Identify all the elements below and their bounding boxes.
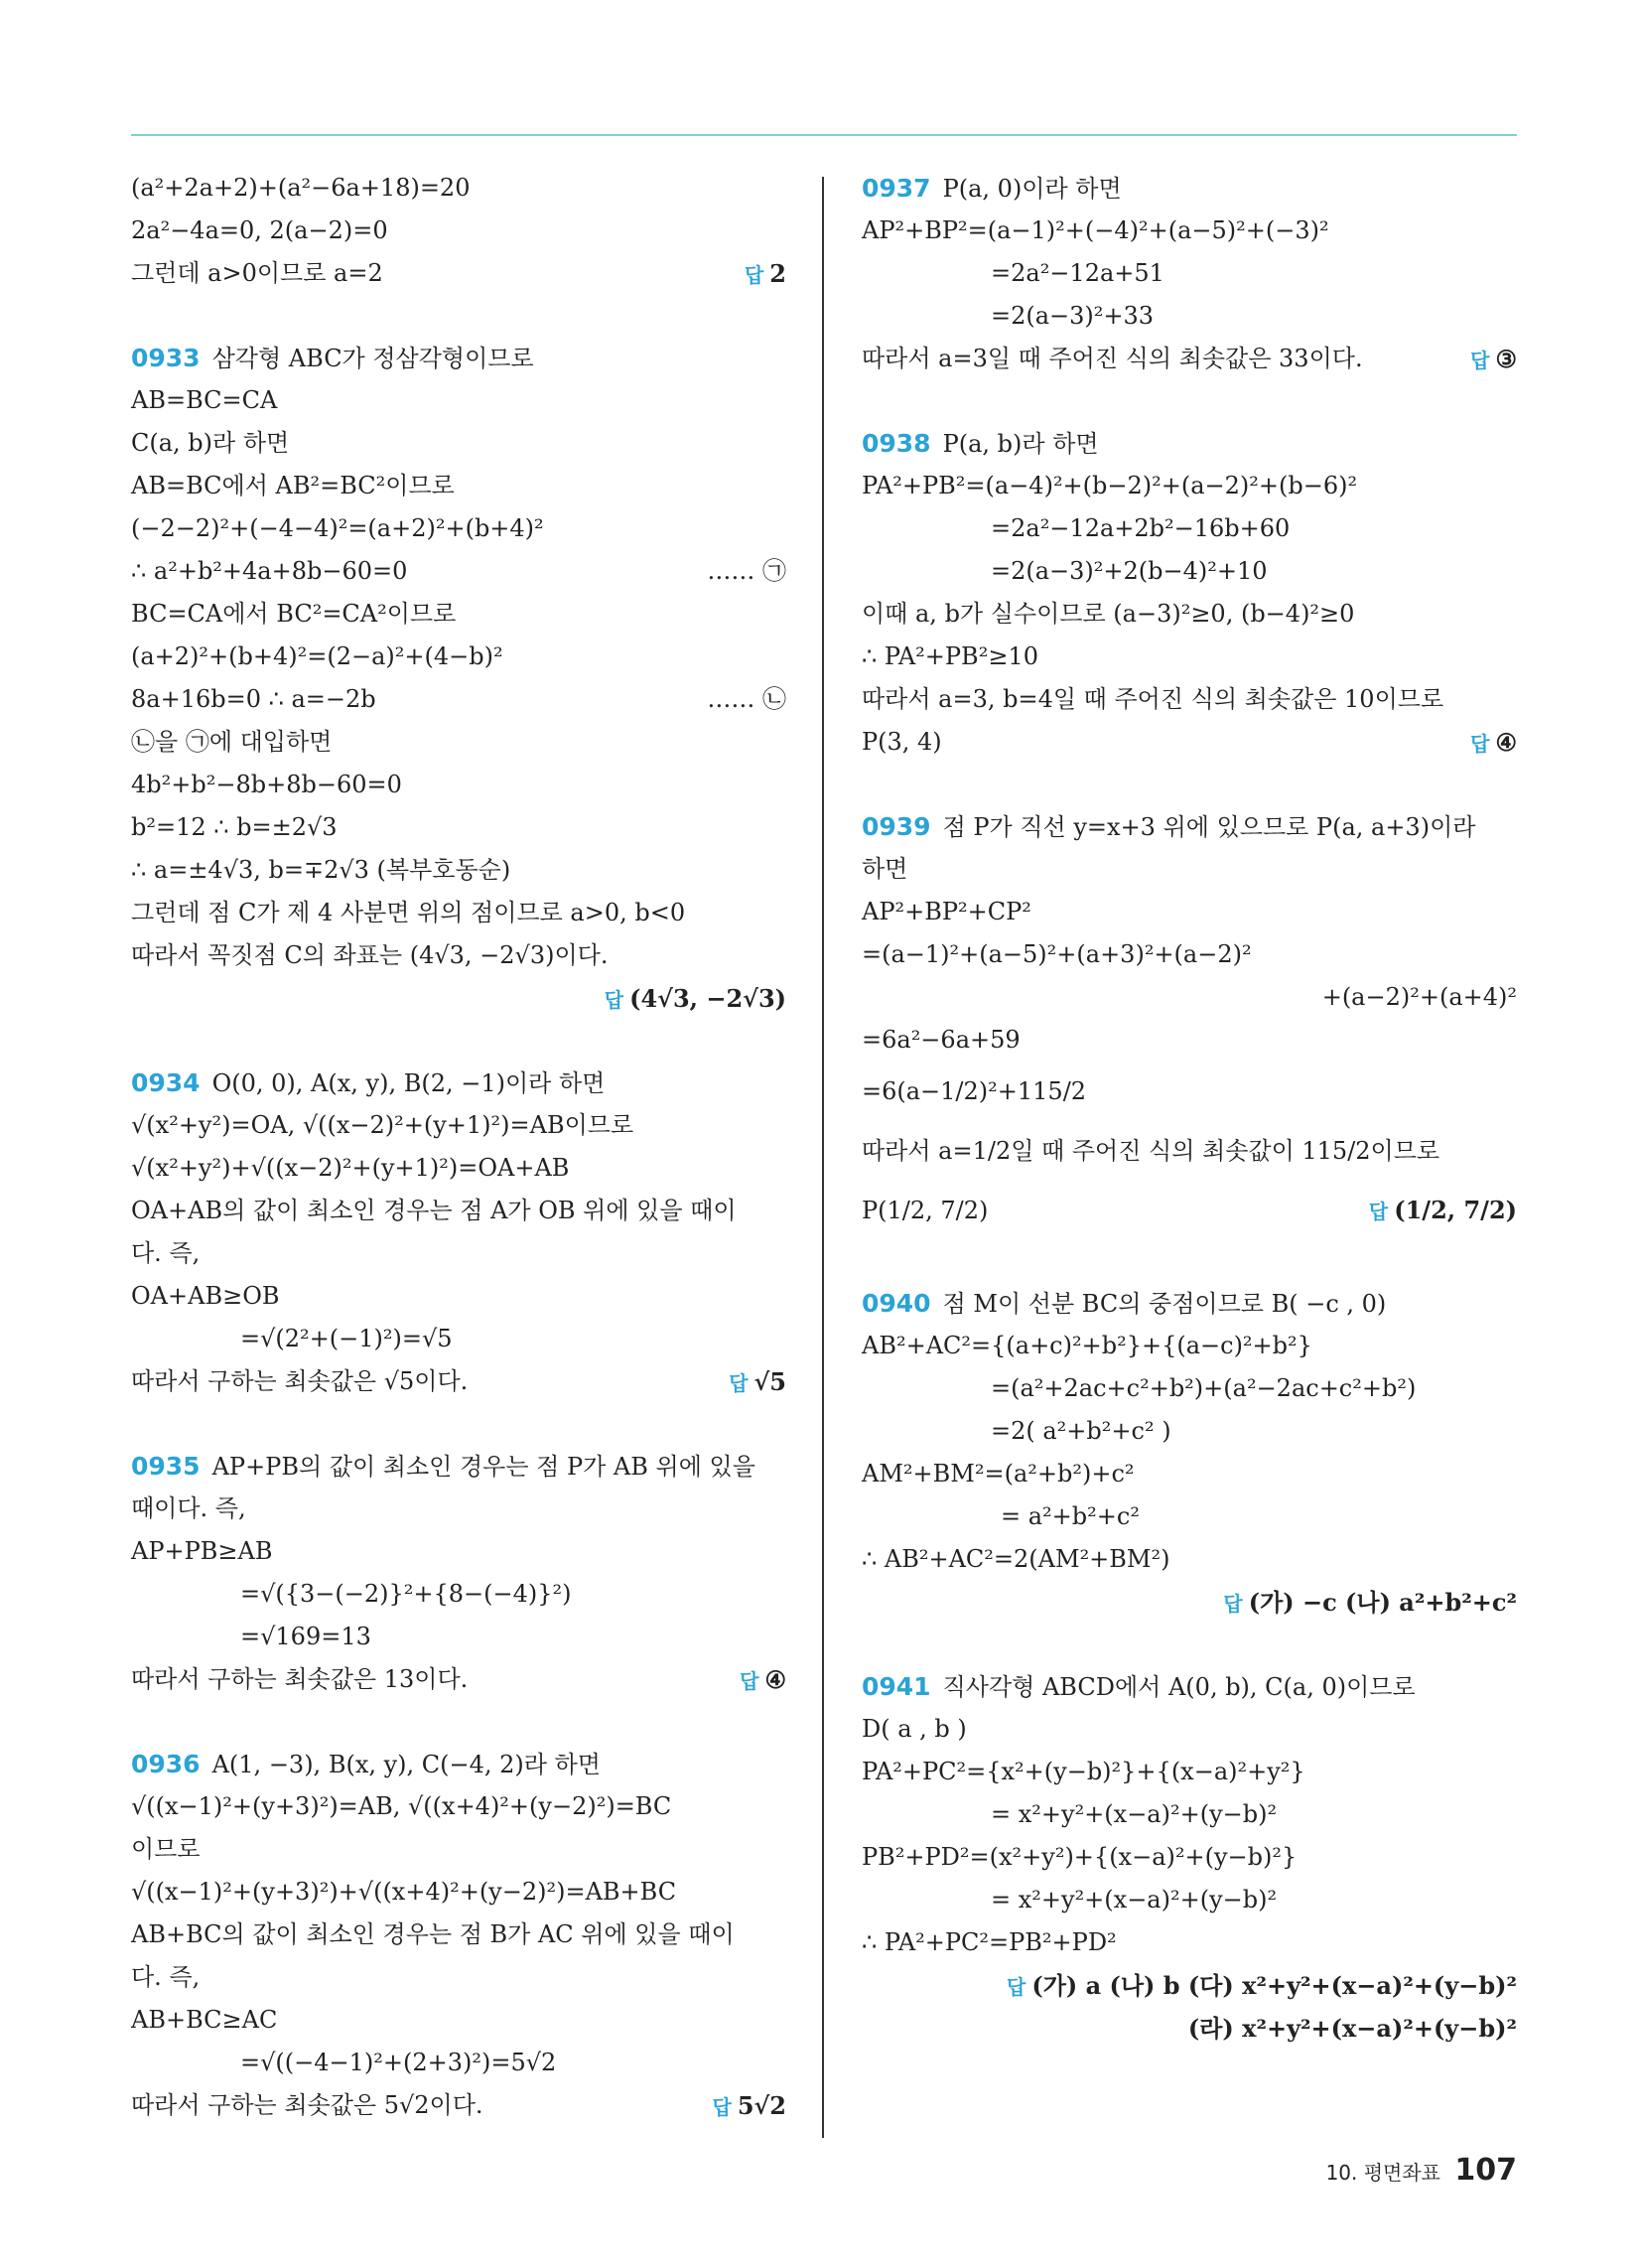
solution-text: OA+AB의 값이 최소인 경우는 점 A가 OB 위에 있을 때이 bbox=[131, 1197, 737, 1224]
solution-text: 그런데 점 C가 제 4 사분면 위의 점이므로 a>0, b<0 bbox=[131, 899, 686, 926]
solution-text: 4b²+b²−8b+8b−60=0 bbox=[131, 771, 402, 798]
solution-text: 따라서 구하는 최솟값은 13이다. bbox=[131, 1665, 469, 1693]
solution-text: AP+PB의 값이 최소인 경우는 점 P가 AB 위에 있을 bbox=[211, 1453, 755, 1481]
left-line bbox=[131, 721, 786, 764]
right-line bbox=[862, 593, 1517, 636]
solution-text: 하면 bbox=[862, 855, 908, 883]
page-footer bbox=[1326, 2153, 1517, 2188]
right-line bbox=[862, 1495, 1517, 1538]
right-line bbox=[862, 1325, 1517, 1367]
left-line bbox=[131, 1573, 786, 1616]
solution-text: =6a²−6a+59 bbox=[862, 1026, 1021, 1054]
right-line bbox=[862, 1181, 1517, 1240]
equation-marker: …… ㉡ bbox=[707, 685, 786, 713]
solution-text: (a²+2a+2)+(a²−6a+18)=20 bbox=[131, 174, 471, 202]
left-line bbox=[131, 1871, 786, 1914]
answer-value: ③ bbox=[1495, 345, 1517, 373]
right-line bbox=[862, 1879, 1517, 1921]
solution-text: =(a²+2ac+c²+b²)+(a²−2ac+c²+b²) bbox=[991, 1374, 1417, 1402]
solution-text: 따라서 a=3, b=4일 때 주어진 식의 최솟값은 10이므로 bbox=[862, 685, 1444, 713]
right-line bbox=[862, 678, 1517, 721]
solution-text: P(3, 4) bbox=[862, 728, 942, 756]
right-line bbox=[862, 1410, 1517, 1453]
solution-text: 따라서 a=3일 때 주어진 식의 최솟값은 33이다. bbox=[862, 345, 1363, 372]
right-line bbox=[862, 1665, 1517, 1708]
left-line bbox=[131, 678, 786, 721]
left-line bbox=[131, 1530, 786, 1573]
solution-text: 점 P가 직선 y=x+3 위에 있으므로 P(a, a+3)이라 bbox=[942, 813, 1476, 841]
solution-text: 따라서 a=1/2일 때 주어진 식의 최솟값이 115/2이므로 bbox=[862, 1137, 1440, 1165]
header-rule bbox=[131, 134, 1517, 136]
right-line bbox=[862, 1019, 1517, 1062]
left-line bbox=[131, 1488, 786, 1530]
solution-text: AM²+BM²=(a²+b²)+c² bbox=[862, 1460, 1135, 1488]
left-line bbox=[131, 1275, 786, 1318]
answer-label: 답 bbox=[740, 1669, 759, 1693]
problem-number: 0938 bbox=[862, 429, 931, 458]
left-line bbox=[131, 550, 786, 593]
solution-text: PA²+PC²={x²+(y−b)²}+{(x−a)²+y²} bbox=[862, 1758, 1305, 1785]
left-line bbox=[131, 1147, 786, 1190]
solution-text: =√169=13 bbox=[240, 1623, 371, 1650]
right-line bbox=[862, 891, 1517, 933]
solution-text: 그런데 a>0이므로 a=2 bbox=[131, 259, 383, 287]
solution-text: √(x²+y²)+√((x−2)²+(y+1)²)=OA+AB bbox=[131, 1154, 570, 1182]
left-line bbox=[131, 379, 786, 422]
answer-label: 답 bbox=[1007, 1975, 1026, 1999]
answer bbox=[605, 977, 786, 1022]
left-line bbox=[131, 977, 786, 1020]
solution-text: =√((−4−1)²+(2+3)²)=5√2 bbox=[240, 2049, 557, 2076]
solution-text: ∴ a=±4√3, b=∓2√3 (복부호동순) bbox=[131, 856, 511, 884]
left-line bbox=[131, 1445, 786, 1488]
solution-text: b²=12 ∴ b=±2√3 bbox=[131, 813, 338, 841]
problem-number: 0939 bbox=[862, 812, 931, 841]
left-line bbox=[131, 1828, 786, 1871]
solution-text: 다. 즉, bbox=[131, 1239, 201, 1267]
solution-text: 직사각형 ABCD에서 A(0, b), C(a, 0)이므로 bbox=[942, 1673, 1416, 1701]
problem-number: 0935 bbox=[131, 1452, 201, 1481]
problem-number: 0940 bbox=[862, 1289, 931, 1318]
answer bbox=[1369, 1181, 1517, 1241]
answer-value: (가) a (나) b (다) x²+y²+(x−a)²+(y−b)² bbox=[1031, 1971, 1517, 2000]
answer bbox=[713, 2084, 787, 2129]
right-line bbox=[862, 933, 1517, 976]
left-line bbox=[131, 210, 786, 252]
solution-text: =2a²−12a+2b²−16b+60 bbox=[991, 514, 1291, 542]
solution-text: AP²+BP²=(a−1)²+(−4)²+(a−5)²+(−3)² bbox=[862, 216, 1329, 244]
left-line bbox=[131, 252, 786, 295]
right-line bbox=[862, 1751, 1517, 1793]
chapter-title: 10. 평면좌표 bbox=[1325, 2161, 1441, 2185]
right-line bbox=[862, 1121, 1517, 1181]
right-line bbox=[862, 295, 1517, 338]
left-line bbox=[131, 1616, 786, 1658]
right-line bbox=[862, 1921, 1517, 1964]
answer-value: (1/2, 7/2) bbox=[1394, 1196, 1517, 1224]
right-line bbox=[862, 465, 1517, 507]
right-line bbox=[862, 1538, 1517, 1581]
solution-text: 점 M이 선분 BC의 중점이므로 B( −c , 0) bbox=[942, 1290, 1387, 1318]
left-line bbox=[131, 849, 786, 892]
left-line bbox=[131, 1190, 786, 1232]
solution-text: √((x−1)²+(y+3)²)=AB, √((x+4)²+(y−2)²)=BC bbox=[131, 1792, 672, 1820]
left-line bbox=[131, 2042, 786, 2084]
left-line bbox=[131, 1914, 786, 1956]
answer bbox=[1188, 2007, 1517, 2050]
answer-label: 답 bbox=[729, 1371, 749, 1395]
right-line bbox=[862, 210, 1517, 252]
solution-text: P(a, 0)이라 하면 bbox=[942, 175, 1122, 203]
column-divider bbox=[822, 177, 824, 2138]
solution-text: PB²+PD²=(x²+y²)+{(x−a)²+(y−b)²} bbox=[862, 1843, 1298, 1871]
left-line bbox=[131, 1743, 786, 1785]
left-line bbox=[131, 1785, 786, 1828]
solution-text: ㉡을 ㉠에 대입하면 bbox=[131, 728, 333, 756]
answer bbox=[1223, 1581, 1517, 1626]
solution-text: 8a+16b=0 ∴ a=−2b bbox=[131, 685, 376, 713]
right-line bbox=[862, 507, 1517, 550]
answer-value: (4√3, −2√3) bbox=[629, 984, 786, 1013]
solution-text: AB=BC에서 AB²=BC²이므로 bbox=[131, 472, 455, 499]
solution-text: AP²+BP²+CP² bbox=[862, 898, 1031, 925]
solution-text: AB+BC≥AC bbox=[131, 2006, 278, 2034]
left-line bbox=[131, 167, 786, 210]
right-line bbox=[862, 805, 1517, 848]
solution-text: ∴ AB²+AC²=2(AM²+BM²) bbox=[862, 1545, 1170, 1573]
right-line bbox=[862, 848, 1517, 891]
solution-text: 다. 즉, bbox=[131, 1963, 201, 1991]
answer bbox=[745, 252, 786, 297]
solution-text: AB=BC=CA bbox=[131, 386, 278, 414]
right-line bbox=[862, 1367, 1517, 1410]
solution-text: 이때 a, b가 실수이므로 (a−3)²≥0, (b−4)²≥0 bbox=[862, 600, 1355, 628]
answer-value: ④ bbox=[1495, 728, 1517, 757]
solution-text: =2(a−3)²+2(b−4)²+10 bbox=[991, 557, 1268, 585]
solution-text: (a+2)²+(b+4)²=(2−a)²+(4−b)² bbox=[131, 642, 503, 670]
answer-label: 답 bbox=[604, 988, 624, 1012]
solution-text: +(a−2)²+(a+4)² bbox=[1321, 983, 1517, 1011]
page-number: 107 bbox=[1454, 2153, 1517, 2188]
answer-value: 2 bbox=[769, 259, 786, 288]
answer-label: 답 bbox=[1223, 1592, 1243, 1616]
problem-number: 0933 bbox=[131, 344, 201, 372]
right-line bbox=[862, 976, 1517, 1019]
right-line bbox=[862, 1282, 1517, 1325]
answer-label: 답 bbox=[744, 263, 764, 287]
left-column bbox=[131, 167, 786, 2127]
solution-text: 따라서 구하는 최솟값은 √5이다. bbox=[131, 1367, 469, 1395]
answer-label: 답 bbox=[712, 2095, 732, 2119]
solution-text: BC=CA에서 BC²=CA²이므로 bbox=[131, 600, 457, 628]
right-line bbox=[862, 1453, 1517, 1495]
left-line bbox=[131, 1360, 786, 1403]
answer-label: 답 bbox=[1470, 349, 1490, 372]
solution-text: (−2−2)²+(−4−4)²=(a+2)²+(b+4)² bbox=[131, 514, 544, 542]
solution-text: O(0, 0), A(x, y), B(2, −1)이라 하면 bbox=[211, 1069, 606, 1097]
solution-text: PA²+PB²=(a−4)²+(b−2)²+(a−2)²+(b−6)² bbox=[862, 472, 1358, 499]
right-line bbox=[862, 1708, 1517, 1751]
solution-text: ∴ a²+b²+4a+8b−60=0 bbox=[131, 557, 408, 585]
right-line bbox=[862, 1964, 1517, 2007]
solution-text: = a²+b²+c² bbox=[1001, 1502, 1140, 1530]
answer bbox=[1470, 338, 1517, 382]
solution-text: ∴ PA²+PC²=PB²+PD² bbox=[862, 1928, 1117, 1956]
solution-text: =2a²−12a+51 bbox=[991, 259, 1164, 287]
solution-text: =2(a−3)²+33 bbox=[991, 302, 1155, 330]
answer-value: ④ bbox=[764, 1665, 786, 1694]
solution-text: C(a, b)라 하면 bbox=[131, 429, 290, 457]
problem-number: 0934 bbox=[131, 1068, 201, 1097]
answer-value: (가) −c (나) a²+b²+c² bbox=[1248, 1588, 1517, 1617]
solution-text: 때이다. 즉, bbox=[131, 1494, 246, 1522]
right-line bbox=[862, 338, 1517, 380]
answer-label: 답 bbox=[1368, 1200, 1389, 1223]
left-line bbox=[131, 1104, 786, 1147]
right-line bbox=[862, 252, 1517, 295]
right-line bbox=[862, 636, 1517, 678]
solution-text: P(1/2, 7/2) bbox=[862, 1197, 989, 1224]
left-line bbox=[131, 1999, 786, 2042]
problem-number: 0936 bbox=[131, 1750, 201, 1778]
left-line bbox=[131, 465, 786, 507]
left-line bbox=[131, 1232, 786, 1275]
answer-value: 5√2 bbox=[737, 2091, 786, 2120]
left-line bbox=[131, 337, 786, 379]
answer bbox=[1470, 721, 1517, 766]
solution-text: AP+PB≥AB bbox=[131, 1537, 273, 1565]
solution-text: ∴ PA²+PB²≥10 bbox=[862, 642, 1038, 670]
solution-text: AB²+AC²={(a+c)²+b²}+{(a−c)²+b²} bbox=[862, 1332, 1312, 1359]
right-line bbox=[862, 1581, 1517, 1624]
left-line bbox=[131, 1062, 786, 1104]
right-column bbox=[862, 167, 1517, 2050]
left-line bbox=[131, 507, 786, 550]
right-line bbox=[862, 167, 1517, 210]
answer bbox=[740, 1658, 786, 1703]
left-line bbox=[131, 764, 786, 806]
answer-label: 답 bbox=[1470, 732, 1490, 756]
solution-text: D( a , b ) bbox=[862, 1715, 967, 1743]
equation-marker: …… ㉠ bbox=[707, 557, 786, 585]
right-line bbox=[862, 721, 1517, 764]
right-line bbox=[862, 1793, 1517, 1836]
answer bbox=[1007, 1964, 1517, 2009]
solution-text: =√(2²+(−1)²)=√5 bbox=[240, 1325, 453, 1352]
problem-number: 0941 bbox=[862, 1672, 931, 1701]
left-line bbox=[131, 1658, 786, 1701]
left-line bbox=[131, 1318, 786, 1360]
solution-text: 2a²−4a=0, 2(a−2)=0 bbox=[131, 216, 388, 244]
right-line bbox=[862, 550, 1517, 593]
solution-text: P(a, b)라 하면 bbox=[942, 430, 1099, 458]
left-line bbox=[131, 636, 786, 678]
solution-text: =6(a−1/2)²+115/2 bbox=[862, 1077, 1087, 1105]
solution-text: √(x²+y²)=OA, √((x−2)²+(y+1)²)=AB이므로 bbox=[131, 1111, 634, 1139]
solution-text: OA+AB≥OB bbox=[131, 1282, 280, 1310]
right-line bbox=[862, 422, 1517, 465]
solution-text: 이므로 bbox=[131, 1835, 201, 1863]
right-line bbox=[862, 1062, 1517, 1121]
answer bbox=[729, 1360, 786, 1405]
left-line bbox=[131, 2084, 786, 2127]
left-line bbox=[131, 1956, 786, 1999]
left-line bbox=[131, 422, 786, 465]
solution-text: =2( a²+b²+c² ) bbox=[991, 1417, 1171, 1445]
solution-text: AB+BC의 값이 최소인 경우는 점 B가 AC 위에 있을 때이 bbox=[131, 1920, 735, 1948]
answer-value: (라) x²+y²+(x−a)²+(y−b)² bbox=[1187, 2014, 1517, 2043]
solution-text: 따라서 구하는 최솟값은 5√2이다. bbox=[131, 2091, 483, 2119]
left-line bbox=[131, 892, 786, 934]
left-line bbox=[131, 934, 786, 977]
solution-text: √((x−1)²+(y+3)²)+√((x+4)²+(y−2)²)=AB+BC bbox=[131, 1878, 677, 1906]
problem-number: 0937 bbox=[862, 174, 931, 203]
solution-text: 삼각형 ABC가 정삼각형이므로 bbox=[211, 345, 534, 372]
right-line bbox=[862, 2007, 1517, 2050]
answer-value: √5 bbox=[753, 1367, 786, 1396]
solution-text: =(a−1)²+(a−5)²+(a+3)²+(a−2)² bbox=[862, 940, 1252, 968]
left-line bbox=[131, 806, 786, 849]
solution-text: = x²+y²+(x−a)²+(y−b)² bbox=[991, 1800, 1278, 1828]
solution-text: 따라서 꼭짓점 C의 좌표는 (4√3, −2√3)이다. bbox=[131, 941, 609, 969]
right-line bbox=[862, 1836, 1517, 1879]
left-line bbox=[131, 593, 786, 636]
solution-text: =√({3−(−2)}²+{8−(−4)}²) bbox=[240, 1580, 572, 1608]
solution-text: A(1, −3), B(x, y), C(−4, 2)라 하면 bbox=[211, 1751, 601, 1778]
solution-text: = x²+y²+(x−a)²+(y−b)² bbox=[991, 1886, 1278, 1914]
